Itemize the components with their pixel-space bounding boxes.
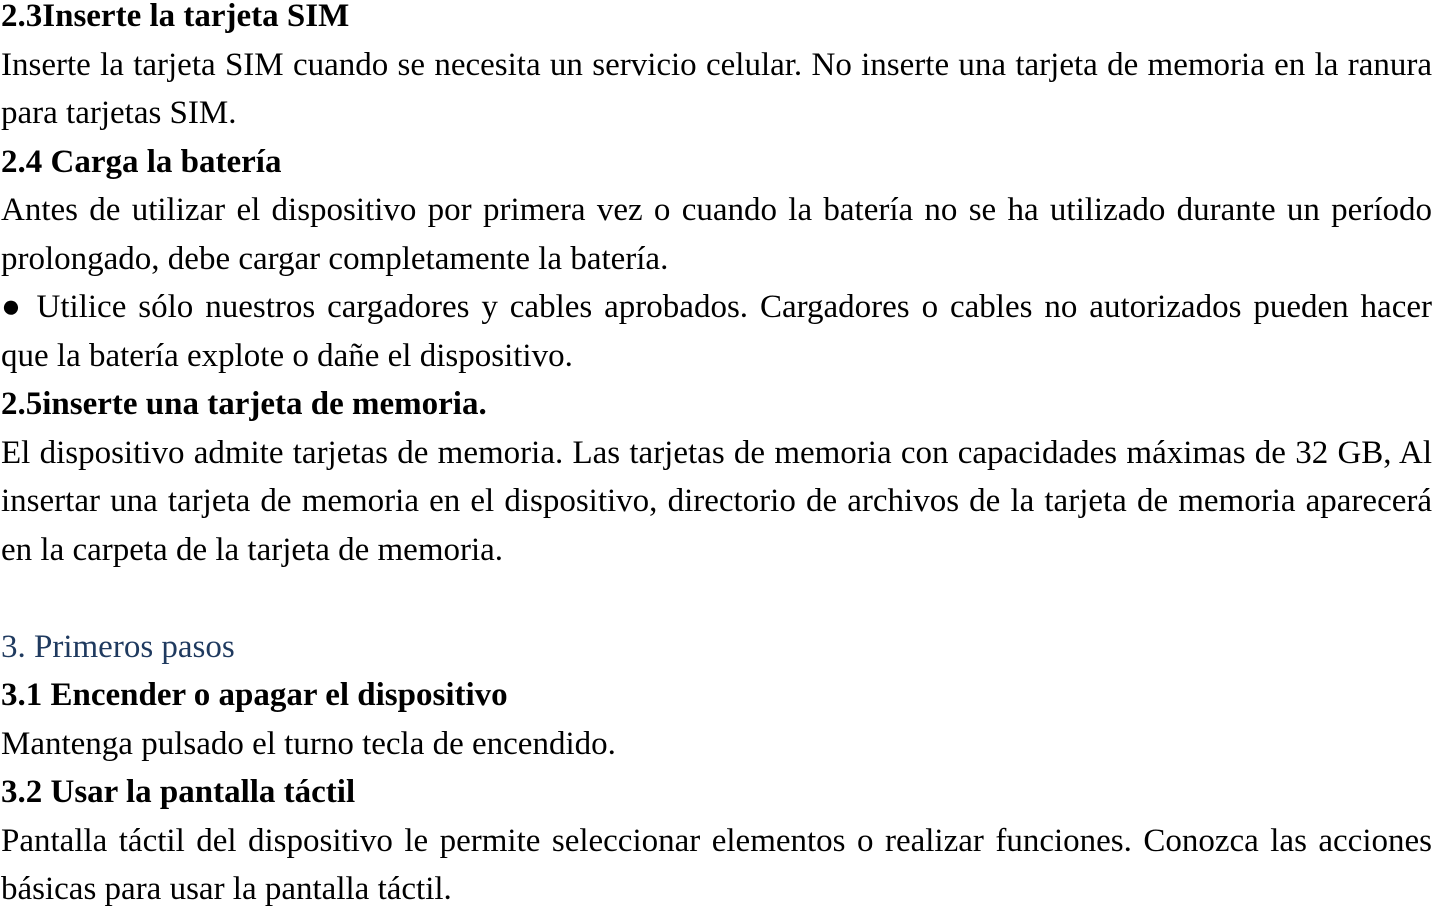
paragraph-3-2: Pantalla táctil del dispositivo le permite seleccionar elementos o realizar funciones. Conozca las acciones básicas para usar la pantalla táctil.	[1, 822, 1432, 907]
blank-line	[1, 574, 1432, 623]
section-title-3: 3. Primeros pasos	[1, 628, 235, 665]
heading-3-1: 3.1 Encender o apagar el dispositivo	[1, 677, 508, 713]
paragraph-2-3: Inserte la tarjeta SIM cuando se necesita un servicio celular. No inserte una tarjeta de memoria en la ranura para tarjetas SIM.	[1, 46, 1432, 131]
heading-2-5: 2.5inserte una tarjeta de memoria.	[1, 386, 487, 422]
paragraph-2-4: Antes de utilizar el dispositivo por primera vez o cuando la batería no se ha utilizado durante un período prolongado, debe cargar completamente la batería.	[1, 192, 1432, 277]
heading-2-4: 2.4 Carga la batería	[1, 143, 282, 180]
heading-3-2: 3.2 Usar la pantalla táctil	[1, 774, 356, 810]
paragraph-2-5: El dispositivo admite tarjetas de memoria. Las tarjetas de memoria con capacidades máximas de 32 GB, Al insertar una tarjeta de memoria en el dispositivo, directorio de archivos de la tarjeta de memoria aparecerá en la carpeta de la tarjeta de memoria.	[1, 434, 1432, 568]
bullet-chargers: ● Utilice sólo nuestros cargadores y cables aprobados. Cargadores o cables no autorizados pueden hacer que la batería explote o dañe el dispositivo.	[1, 289, 1432, 374]
paragraph-3-1: Mantenga pulsado el turno tecla de encendido.	[1, 725, 616, 762]
heading-2-3: 2.3Inserte la tarjeta SIM	[1, 0, 350, 34]
